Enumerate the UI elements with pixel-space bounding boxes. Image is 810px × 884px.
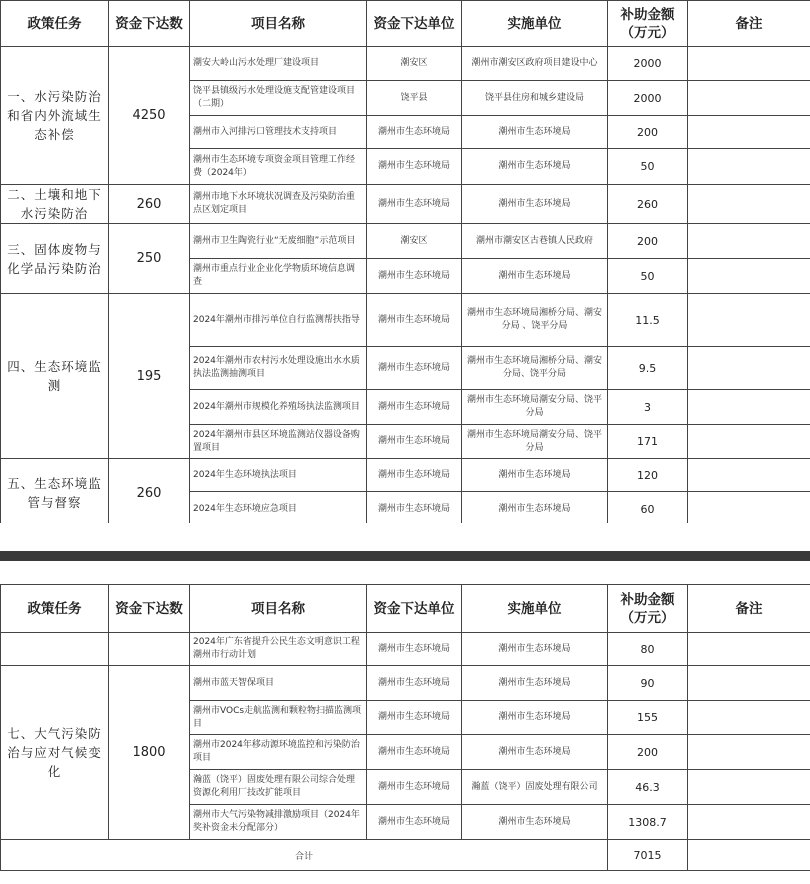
fund-total-cell: 195 bbox=[109, 294, 190, 459]
implementer-cell: 潮州市生态环境局 bbox=[462, 459, 608, 492]
table-header-row bbox=[1, 1, 810, 47]
fund-total-cell: 250 bbox=[109, 224, 190, 294]
amount-cell: 90 bbox=[608, 666, 688, 701]
issuer-cell: 潮州市生态环境局 bbox=[367, 425, 462, 459]
project-name-cell: 潮州市大气污染物减排激励项目（2024年奖补资金未分配部分） bbox=[190, 805, 367, 840]
issuer-cell: 饶平县 bbox=[367, 81, 462, 116]
project-name-cell: 潮安大岭山污水处理厂建设项目 bbox=[190, 47, 367, 81]
amount-cell: 155 bbox=[608, 701, 688, 735]
fund-total-cell: 260 bbox=[109, 185, 190, 224]
project-name-cell: 2024年生态环境应急项目 bbox=[190, 492, 367, 528]
policy-task-cell: 四、生态环境监测 bbox=[1, 294, 109, 459]
issuer-cell: 潮州市生态环境局 bbox=[367, 259, 462, 294]
implementer-cell: 潮州市生态环境局 bbox=[462, 259, 608, 294]
project-name-cell: 2024年潮州市农村污水处理设施出水水质执法监测抽测项目 bbox=[190, 347, 367, 390]
amount-cell: 11.5 bbox=[608, 294, 688, 347]
table-row bbox=[1, 224, 810, 259]
note-cell bbox=[688, 81, 810, 116]
implementer-cell: 潮州市生态环境局 bbox=[462, 116, 608, 149]
amount-cell: 1308.7 bbox=[608, 805, 688, 840]
policy-task-cell: 二、土壤和地下水污染防治 bbox=[1, 185, 109, 224]
project-name-cell: 潮州市蓝天智保项目 bbox=[190, 666, 367, 701]
project-name-cell: 2024年潮州市排污单位自行监测帮扶指导 bbox=[190, 294, 367, 347]
implementer-cell: 潮州市生态环境局 bbox=[462, 701, 608, 735]
project-name-cell: 潮州市地下水环境状况调查及污染防治重点区划定项目 bbox=[190, 185, 367, 224]
note-cell bbox=[688, 390, 810, 425]
implementer-cell: 潮州市生态环境局湘桥分局、潮安分局 、饶平分局 bbox=[462, 294, 608, 347]
header-issuer: 资金下达单位 bbox=[367, 585, 462, 633]
issuer-cell: 潮州市生态环境局 bbox=[367, 116, 462, 149]
project-name-cell: 潮州市卫生陶瓷行业“无废细胞”示范项目 bbox=[190, 224, 367, 259]
issuer-cell: 潮州市生态环境局 bbox=[367, 805, 462, 840]
implementer-cell: 潮州市生态环境局 bbox=[462, 633, 608, 666]
amount-cell: 260 bbox=[608, 185, 688, 224]
project-name-cell: 潮州市VOCs走航监测和颗粒物扫描监测项目 bbox=[190, 701, 367, 735]
issuer-cell: 潮安区 bbox=[367, 224, 462, 259]
note-cell bbox=[688, 425, 810, 459]
amount-cell: 80 bbox=[608, 633, 688, 666]
amount-cell: 46.3 bbox=[608, 770, 688, 805]
implementer-cell: 潮州市生态环境局 bbox=[462, 666, 608, 701]
fund-total-cell: 260 bbox=[109, 459, 190, 528]
implementer-cell: 瀚蓝（饶平）固废处理有限公司 bbox=[462, 770, 608, 805]
implementer-cell: 潮州市生态环境局 bbox=[462, 492, 608, 528]
implementer-cell: 潮州市生态环境局潮安分局、饶平分局 bbox=[462, 425, 608, 459]
project-name-cell: 瀚蓝（饶平）固废处理有限公司综合处理资源化利用厂技改扩能项目 bbox=[190, 770, 367, 805]
fund-total-cell: 1800 bbox=[109, 666, 190, 840]
project-name-cell: 潮州市生态环境专项资金项目管理工作经费（2024年） bbox=[190, 149, 367, 185]
note-cell bbox=[688, 149, 810, 185]
issuer-cell: 潮州市生态环境局 bbox=[367, 735, 462, 770]
header-implementer: 实施单位 bbox=[462, 1, 608, 47]
amount-cell: 2000 bbox=[608, 47, 688, 81]
issuer-cell: 潮州市生态环境局 bbox=[367, 701, 462, 735]
project-name-cell: 2024年潮州市规模化养殖场执法监测项目 bbox=[190, 390, 367, 425]
note-cell bbox=[688, 633, 810, 666]
amount-cell: 9.5 bbox=[608, 347, 688, 390]
project-name-cell: 2024年潮州市县区环境监测站仪器设备购置项目 bbox=[190, 425, 367, 459]
issuer-cell: 潮州市生态环境局 bbox=[367, 294, 462, 347]
header-project: 项目名称 bbox=[190, 1, 367, 47]
note-cell bbox=[688, 666, 810, 701]
implementer-cell: 饶平县住房和城乡建设局 bbox=[462, 81, 608, 116]
implementer-cell: 潮州市潮安区古巷镇人民政府 bbox=[462, 224, 608, 259]
total-label: 合计 bbox=[1, 840, 608, 871]
amount-cell: 200 bbox=[608, 735, 688, 770]
policy-task-cell: 一、水污染防治和省内外流域生态补偿 bbox=[1, 47, 109, 185]
policy-task-cell: 三、固体废物与化学品污染防治 bbox=[1, 224, 109, 294]
project-name-cell: 饶平县镇级污水处理设施支配管建设项目（二期） bbox=[190, 81, 367, 116]
issuer-cell: 潮州市生态环境局 bbox=[367, 390, 462, 425]
project-name-cell: 2024年生态环境执法项目 bbox=[190, 459, 367, 492]
fund-total-cell bbox=[109, 633, 190, 666]
amount-cell: 200 bbox=[608, 224, 688, 259]
header-amount: 补助金额（万元） bbox=[608, 1, 688, 47]
implementer-cell: 潮州市生态环境局 bbox=[462, 149, 608, 185]
table-row bbox=[1, 185, 810, 224]
implementer-cell: 潮州市生态环境局 bbox=[462, 185, 608, 224]
note-cell bbox=[688, 224, 810, 259]
amount-cell: 50 bbox=[608, 149, 688, 185]
note-cell bbox=[688, 840, 810, 871]
policy-fund-table-page2 bbox=[0, 584, 810, 871]
note-cell bbox=[688, 770, 810, 805]
issuer-cell: 潮州市生态环境局 bbox=[367, 770, 462, 805]
table-header-row bbox=[1, 585, 810, 633]
issuer-cell: 潮州市生态环境局 bbox=[367, 666, 462, 701]
amount-cell: 3 bbox=[608, 390, 688, 425]
project-name-cell: 潮州市重点行业企业化学物质环境信息调查 bbox=[190, 259, 367, 294]
project-name-cell: 潮州市2024年移动源环境监控和污染防治项目 bbox=[190, 735, 367, 770]
note-cell bbox=[688, 701, 810, 735]
amount-cell: 200 bbox=[608, 116, 688, 149]
note-cell bbox=[688, 735, 810, 770]
header-amount: 补助金额（万元） bbox=[608, 585, 688, 633]
issuer-cell: 潮州市生态环境局 bbox=[367, 347, 462, 390]
note-cell bbox=[688, 185, 810, 224]
implementer-cell: 潮州市生态环境局 bbox=[462, 805, 608, 840]
policy-task-cell bbox=[1, 633, 109, 666]
project-name-cell: 2024年广东省提升公民生态文明意识工程潮州市行动计划 bbox=[190, 633, 367, 666]
note-cell bbox=[688, 347, 810, 390]
issuer-cell: 潮州市生态环境局 bbox=[367, 185, 462, 224]
issuer-cell: 潮州市生态环境局 bbox=[367, 149, 462, 185]
amount-cell: 171 bbox=[608, 425, 688, 459]
header-note: 备注 bbox=[688, 585, 810, 633]
table-row bbox=[1, 666, 810, 701]
note-cell bbox=[688, 47, 810, 81]
amount-cell: 60 bbox=[608, 492, 688, 528]
issuer-cell: 潮州市生态环境局 bbox=[367, 459, 462, 492]
note-cell bbox=[688, 294, 810, 347]
table-row bbox=[1, 633, 810, 666]
header-implementer: 实施单位 bbox=[462, 585, 608, 633]
fund-total-cell: 4250 bbox=[109, 47, 190, 185]
total-amount: 7015 bbox=[608, 840, 688, 871]
amount-cell: 50 bbox=[608, 259, 688, 294]
note-cell bbox=[688, 116, 810, 149]
implementer-cell: 潮州市生态环境局湘桥分局、潮安分局、饶平分局 bbox=[462, 347, 608, 390]
note-cell bbox=[688, 259, 810, 294]
header-note: 备注 bbox=[688, 1, 810, 47]
header-issuer: 资金下达单位 bbox=[367, 1, 462, 47]
header-project: 项目名称 bbox=[190, 585, 367, 633]
page-divider bbox=[0, 551, 810, 561]
table-row bbox=[1, 294, 810, 347]
policy-task-cell: 五、生态环境监管与督察 bbox=[1, 459, 109, 528]
note-cell bbox=[688, 805, 810, 840]
header-fund: 资金下达数 bbox=[109, 585, 190, 633]
project-name-cell: 潮州市入河排污口管理技术支持项目 bbox=[190, 116, 367, 149]
note-cell bbox=[688, 459, 810, 492]
implementer-cell: 潮州市潮安区政府项目建设中心 bbox=[462, 47, 608, 81]
issuer-cell: 潮安区 bbox=[367, 47, 462, 81]
implementer-cell: 潮州市生态环境局潮安分局、饶平分局 bbox=[462, 390, 608, 425]
header-task: 政策任务 bbox=[1, 585, 109, 633]
policy-task-cell: 七、大气污染防治与应对气候变化 bbox=[1, 666, 109, 840]
implementer-cell: 潮州市生态环境局 bbox=[462, 735, 608, 770]
table-row bbox=[1, 47, 810, 81]
amount-cell: 120 bbox=[608, 459, 688, 492]
header-task: 政策任务 bbox=[1, 1, 109, 47]
issuer-cell: 潮州市生态环境局 bbox=[367, 492, 462, 528]
amount-cell: 2000 bbox=[608, 81, 688, 116]
header-fund: 资金下达数 bbox=[109, 1, 190, 47]
table-row bbox=[1, 459, 810, 492]
total-row bbox=[1, 840, 810, 871]
issuer-cell: 潮州市生态环境局 bbox=[367, 633, 462, 666]
